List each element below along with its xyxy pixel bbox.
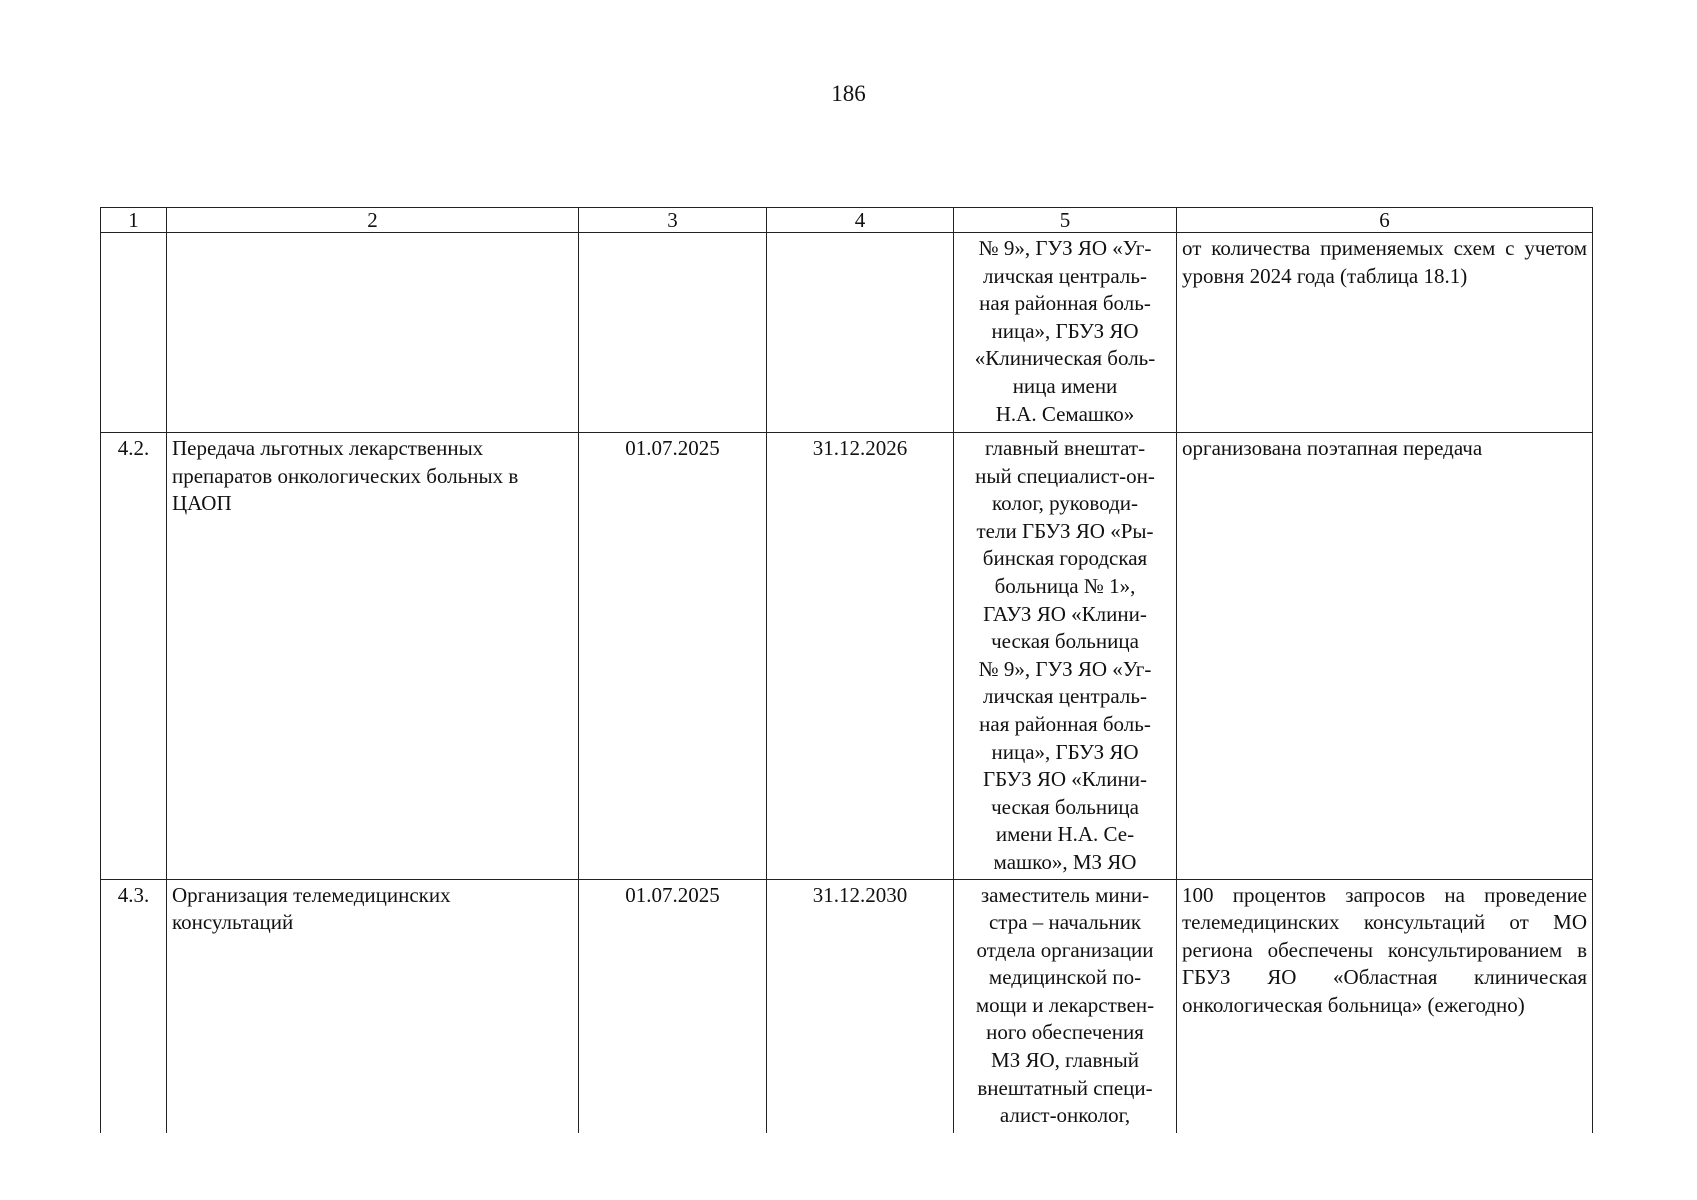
responsible-cell: № 9», ГУЗ ЯО «Уг- личская централь- ная районная боль- ница», ГБУЗ ЯО «Клиническая боль- ница имени Н.А. Семашко»: [954, 233, 1177, 433]
end-date-cell: 31.12.2026: [767, 433, 954, 880]
end-date-cell: 31.12.2030: [767, 879, 954, 1133]
start-date-cell: 01.07.2025: [579, 433, 767, 880]
column-header-4: 4: [767, 208, 954, 233]
column-header-2: 2: [167, 208, 579, 233]
responsible-cell: заместитель мини- стра – начальник отдела организации медицинской по- мощи и лекарствен- ного обеспечения МЗ ЯО, главный внештатный специ- алист-онколог,: [954, 879, 1177, 1133]
table-row: [101, 433, 1593, 880]
table-row: [101, 233, 1593, 433]
page-number: 186: [831, 81, 866, 106]
row-number-cell: [101, 233, 167, 433]
start-date-cell: [579, 233, 767, 433]
row-number-cell: 4.2.: [101, 433, 167, 880]
result-cell: от количества применяемых схем с учетом уровня 2024 года (таблица 18.1): [1177, 233, 1593, 433]
table-row: [101, 879, 1593, 1133]
result-cell: 100 процентов запросов на проведение телемедицинских консультаций от МО региона обеспечены консультированием в ГБУЗ ЯО «Областная клиническая онкологическая больница» (ежегодно): [1177, 879, 1593, 1133]
table-header-row: [101, 208, 1593, 233]
column-header-6: 6: [1177, 208, 1593, 233]
end-date-cell: [767, 233, 954, 433]
row-number-cell: 4.3.: [101, 879, 167, 1133]
result-cell: организована поэтапная передача: [1177, 433, 1593, 880]
measure-name-cell: [167, 233, 579, 433]
measure-name-cell: Передача льготных лекарственных препаратов онкологических больных в ЦАОП: [167, 433, 579, 880]
start-date-cell: 01.07.2025: [579, 879, 767, 1133]
measure-name-cell: Организация телемедицинских консультаций: [167, 879, 579, 1133]
column-header-1: 1: [101, 208, 167, 233]
responsible-cell: главный внештат- ный специалист-он- колог, руководи- тели ГБУЗ ЯО «Ры- бинская городская больница № 1», ГАУЗ ЯО «Клини- ческая больница № 9», ГУЗ ЯО «Уг- личская централь- ная районная боль- ница», ГБУЗ ЯО ГБУЗ ЯО «Клини- ческая больница имени Н.А. Се- машко», МЗ ЯО: [954, 433, 1177, 880]
measures-table: [100, 207, 1593, 1133]
column-header-5: 5: [954, 208, 1177, 233]
column-header-3: 3: [579, 208, 767, 233]
